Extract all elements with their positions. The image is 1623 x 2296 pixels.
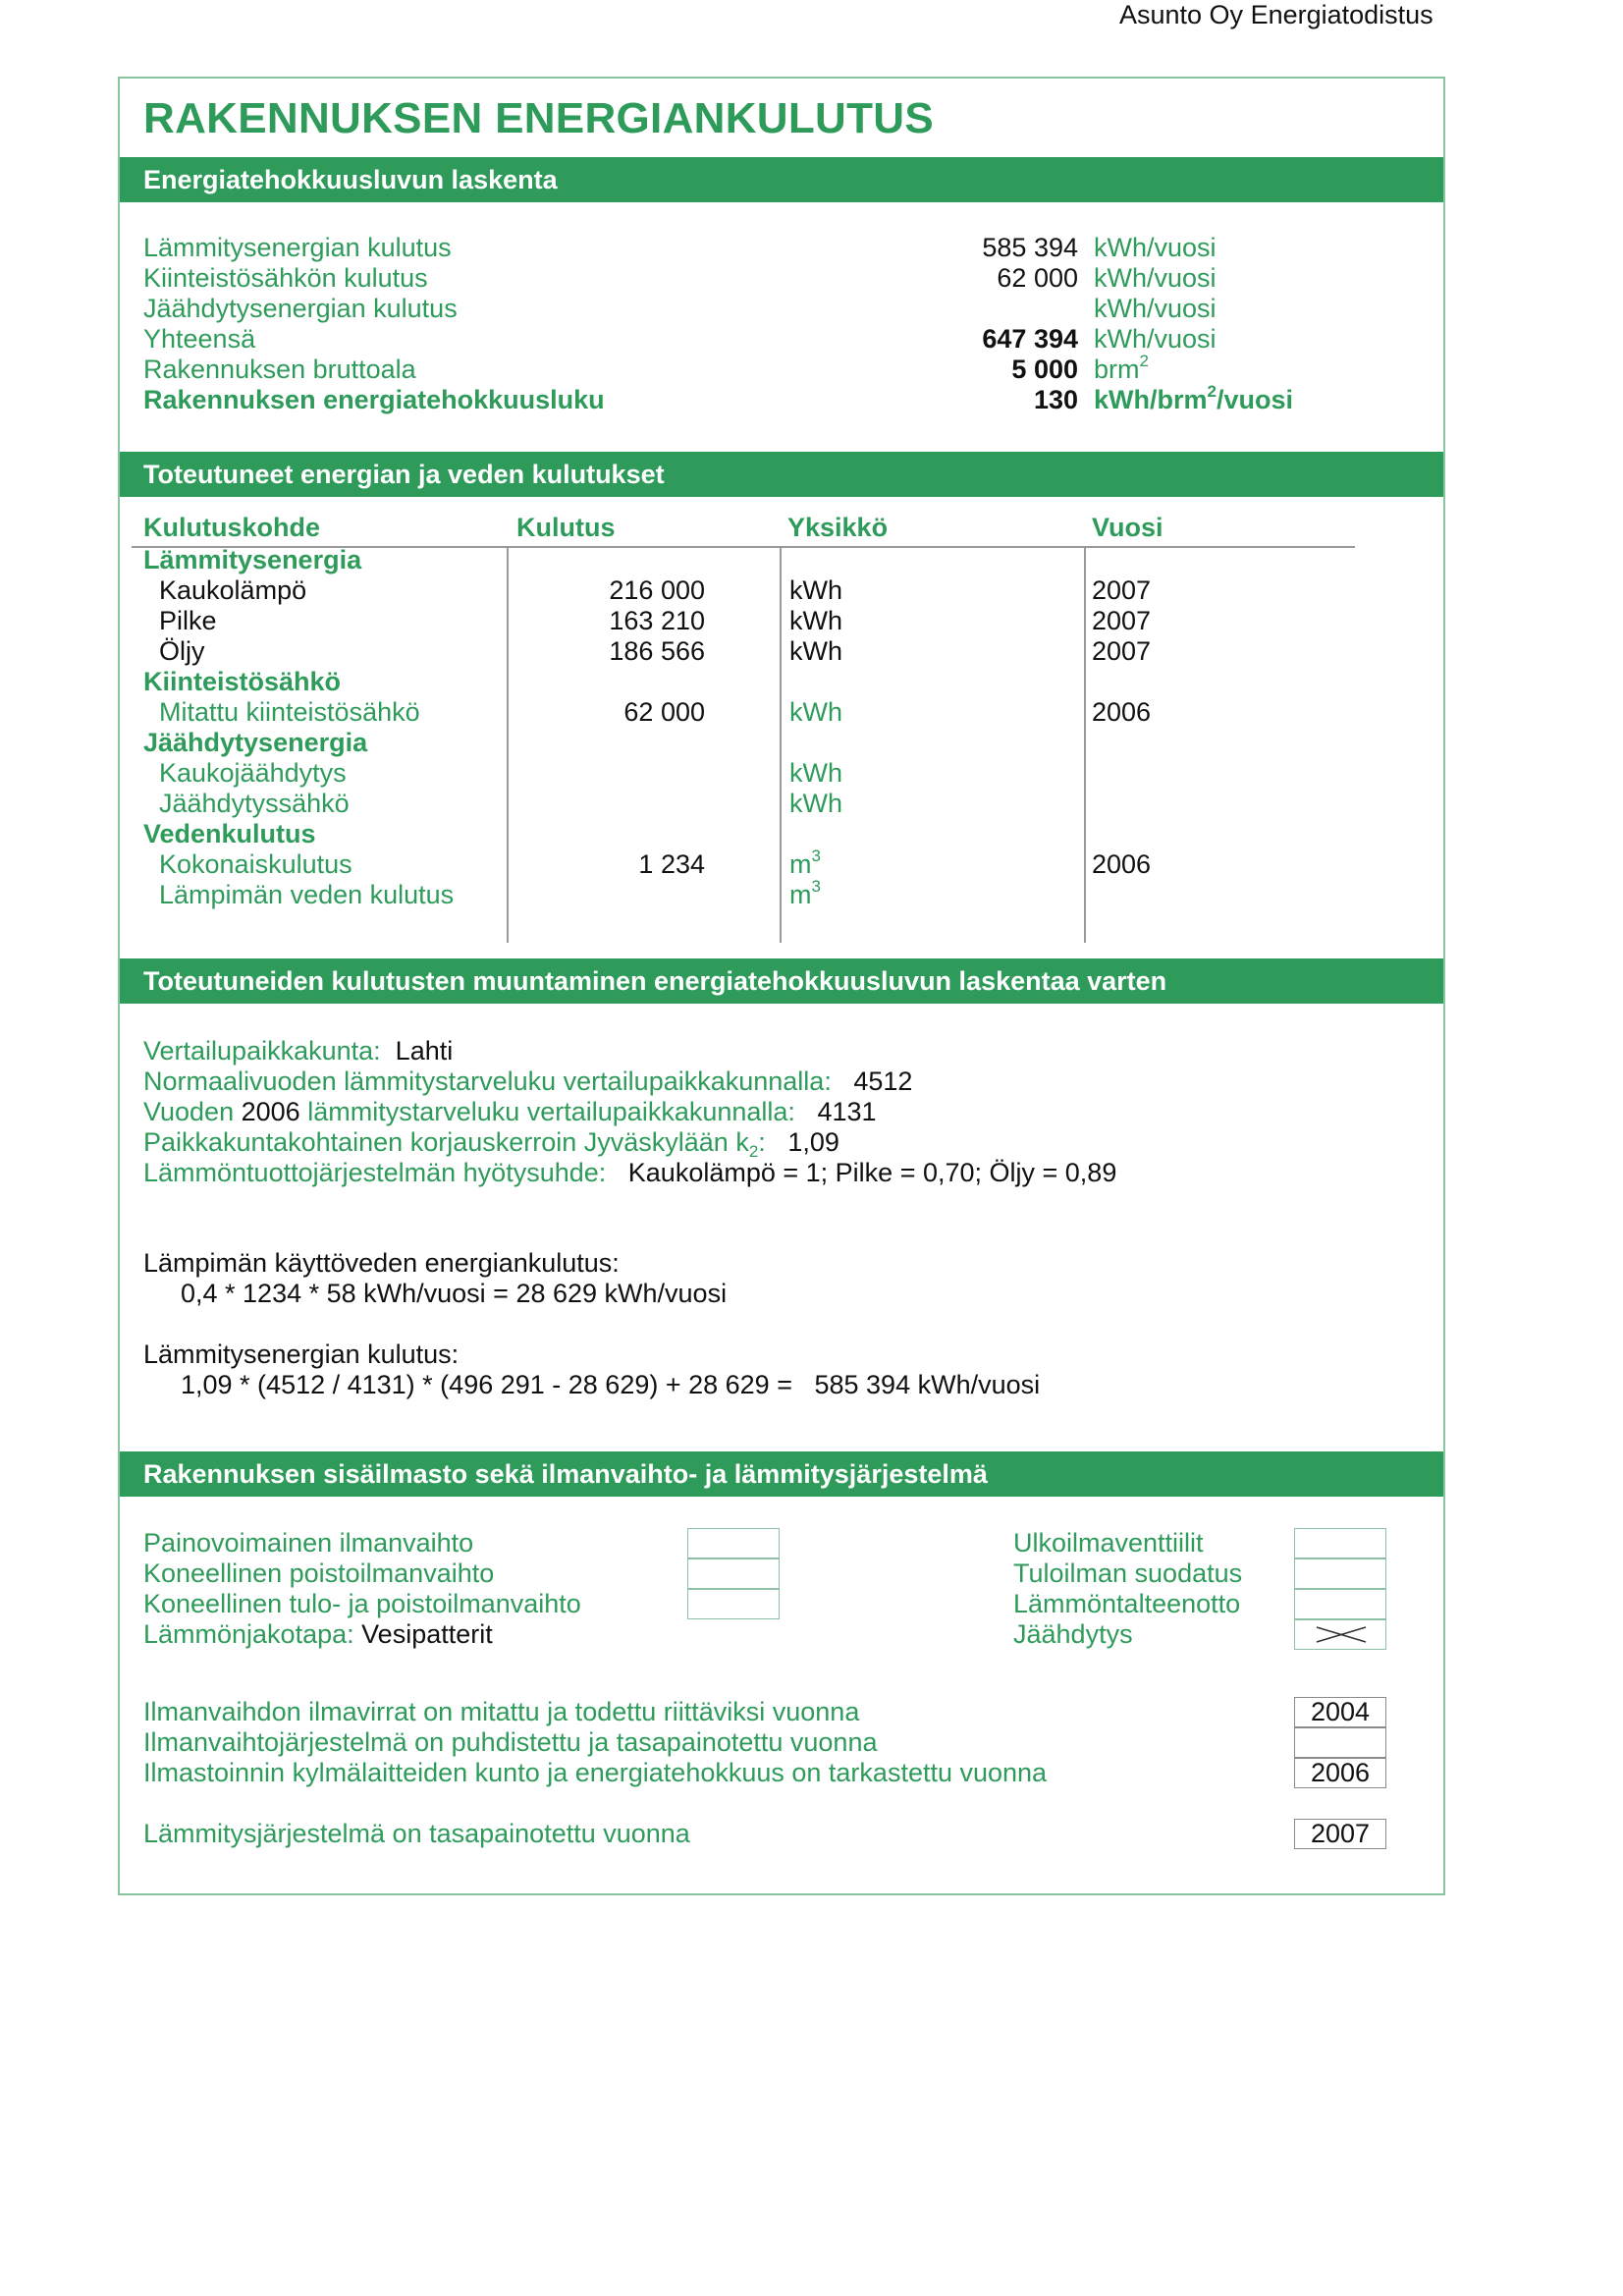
table-row-label: Mitattu kiinteistösähkö — [159, 697, 420, 727]
table-row-year: 2006 — [1092, 697, 1152, 727]
airflow-measured-label: Ilmanvaihdon ilmavirrat on mitattu ja todettu riittäviksi vuonna — [143, 1697, 860, 1726]
table-row-label: Kaukojäähdytys — [159, 758, 347, 788]
section-heading-energy-efficiency: Energiatehokkuusluvun laskenta — [120, 157, 1443, 202]
property-electricity-value: 62 000 — [997, 263, 1078, 293]
cooling-inspected-year[interactable]: 2006 — [1294, 1758, 1386, 1788]
cooling-energy-label: Jäähdytysenergian kulutus — [143, 294, 458, 323]
table-row-year: 2007 — [1092, 606, 1152, 635]
table-column-divider — [780, 546, 782, 943]
table-row-value: 62 000 — [623, 697, 705, 727]
normal-year-degree-days: Normaalivuoden lämmitystarveluku vertailupaikkakunnalla: 4512 — [143, 1066, 913, 1096]
table-row-year: 2006 — [1092, 849, 1152, 879]
table-row-unit: kWh — [789, 575, 842, 605]
system-efficiency: Lämmöntuottojärjestelmän hyötysuhde: Kaukolämpö = 1; Pilke = 0,70; Öljy = 0,89 — [143, 1158, 1117, 1187]
table-row-unit: kWh — [789, 636, 842, 666]
reference-city: Vertailupaikkakunta: Lahti — [143, 1036, 454, 1066]
year-degree-days: Vuoden 2006 lämmitystarveluku vertailupaikkakunnalla: 4131 — [143, 1097, 877, 1126]
natural-ventilation-checkbox[interactable] — [687, 1528, 780, 1558]
group-heating-energy: Lämmitysenergia — [143, 545, 362, 574]
table-row-label: Jäähdytyssähkö — [159, 789, 350, 818]
heat-distribution: Lämmönjakotapa: Vesipatterit — [143, 1619, 493, 1649]
column-header-target: Kulutuskohde — [143, 513, 320, 542]
group-water-consumption: Vedenkulutus — [143, 819, 316, 848]
table-row-unit: $m^3$ — [789, 877, 821, 909]
correction-coefficient: Paikkakuntakohtainen korjauskerroin Jyväskylään $k_2$: 1,09 — [143, 1127, 839, 1161]
table-row-label: Lämpimän veden kulutus — [159, 880, 455, 909]
efficiency-number-unit: kWh/brm$^2$/vuosi — [1094, 382, 1294, 414]
table-row-year: 2007 — [1092, 575, 1152, 605]
table-row-value: 1 234 — [638, 849, 705, 879]
table-row-value: 163 210 — [609, 606, 705, 635]
airflow-measured-year[interactable]: 2004 — [1294, 1697, 1386, 1727]
section-heading-actual-consumption: Toteutuneet energian ja veden kulutukset — [120, 452, 1443, 497]
hot-water-energy-formula: 0,4 * 1234 * 58 kWh/vuosi = 28 629 kWh/vuosi — [181, 1279, 728, 1308]
table-row-label: Kaukolämpö — [159, 575, 307, 605]
cooling-inspected-label: Ilmastoinnin kylmälaitteiden kunto ja energiatehokkuus on tarkastettu vuonna — [143, 1758, 1048, 1787]
group-cooling-energy: Jäähdytysenergia — [143, 728, 368, 757]
heating-balanced-label: Lämmitysjärjestelmä on tasapainotettu vuonna — [143, 1819, 690, 1848]
column-header-consumption: Kulutus — [516, 513, 616, 542]
table-row-value: 186 566 — [609, 636, 705, 666]
section-heading-conversion: Toteutuneiden kulutusten muuntaminen energiatehokkuusluvun laskentaa varten — [120, 958, 1443, 1004]
document-header: Asunto Oy Energiatodistus — [1119, 0, 1434, 29]
gross-area-label: Rakennuksen bruttoala — [143, 355, 416, 384]
property-electricity-unit: kWh/vuosi — [1094, 263, 1217, 293]
outdoor-air-valves-label: Ulkoilmaventtiilit — [1013, 1528, 1204, 1558]
page-title: RAKENNUKSEN ENERGIANKULUTUS — [143, 94, 935, 142]
supply-air-filtering-checkbox[interactable] — [1294, 1558, 1386, 1589]
supply-air-filtering-label: Tuloilman suodatus — [1013, 1558, 1243, 1588]
gross-area-unit: brm$^2$ — [1094, 352, 1149, 384]
heating-energy-value: 585 394 — [982, 233, 1078, 262]
natural-ventilation-label: Painovoimainen ilmanvaihto — [143, 1528, 474, 1558]
outdoor-air-valves-checkbox[interactable] — [1294, 1528, 1386, 1558]
cooling-energy-unit: kWh/vuosi — [1094, 294, 1217, 323]
column-header-year: Vuosi — [1092, 513, 1163, 542]
mechanical-supply-exhaust-label: Koneellinen tulo- ja poistoilmanvaihto — [143, 1589, 581, 1618]
energy-consumption-panel — [118, 77, 1445, 1895]
section-heading-indoor-climate: Rakennuksen sisäilmasto sekä ilmanvaihto- ja lämmitysjärjestelmä — [120, 1451, 1443, 1497]
table-row-unit: kWh — [789, 697, 842, 727]
ventilation-cleaned-label: Ilmanvaihtojärjestelmä on puhdistettu ja tasapainotettu vuonna — [143, 1727, 878, 1757]
heating-energy-calc-label: Lämmitysenergian kulutus: — [143, 1339, 460, 1369]
efficiency-number-value: 130 — [1033, 385, 1078, 414]
heating-balanced-year[interactable]: 2007 — [1294, 1819, 1386, 1849]
cooling-label: Jäähdytys — [1013, 1619, 1133, 1649]
table-column-divider — [1084, 546, 1086, 943]
ventilation-cleaned-year[interactable] — [1294, 1727, 1386, 1758]
table-row-unit: kWh — [789, 789, 842, 818]
mechanical-supply-exhaust-checkbox[interactable] — [687, 1589, 780, 1619]
heating-energy-calc-formula: 1,09 * (4512 / 4131) * (496 291 - 28 629) + 28 629 = 585 394 kWh/vuosi — [181, 1370, 1041, 1399]
hot-water-energy-label: Lämpimän käyttöveden energiankulutus: — [143, 1248, 620, 1278]
table-row-unit: kWh — [789, 606, 842, 635]
table-row-label: Pilke — [159, 606, 217, 635]
mechanical-exhaust-checkbox[interactable] — [687, 1558, 780, 1589]
heat-recovery-label: Lämmöntalteenotto — [1013, 1589, 1241, 1618]
table-row-label: Öljy — [159, 636, 205, 666]
heat-recovery-checkbox[interactable] — [1294, 1589, 1386, 1619]
group-property-electricity: Kiinteistösähkö — [143, 667, 342, 696]
check-mark-icon — [1295, 1620, 1385, 1649]
gross-area-value: 5 000 — [1011, 355, 1078, 384]
efficiency-number-label: Rakennuksen energiatehokkuusluku — [143, 385, 605, 414]
table-column-divider — [507, 546, 509, 943]
cooling-checkbox[interactable] — [1294, 1619, 1386, 1650]
table-row-unit: kWh — [789, 758, 842, 788]
total-label: Yhteensä — [143, 324, 256, 354]
heating-energy-label: Lämmitysenergian kulutus — [143, 233, 452, 262]
table-row-year: 2007 — [1092, 636, 1152, 666]
property-electricity-label: Kiinteistösähkön kulutus — [143, 263, 428, 293]
heating-energy-unit: kWh/vuosi — [1094, 233, 1217, 262]
table-row-label: Kokonaiskulutus — [159, 849, 352, 879]
total-unit: kWh/vuosi — [1094, 324, 1217, 354]
table-row-unit: $m^3$ — [789, 847, 821, 879]
mechanical-exhaust-label: Koneellinen poistoilmanvaihto — [143, 1558, 495, 1588]
total-value: 647 394 — [982, 324, 1078, 354]
column-header-unit: Yksikkö — [787, 513, 889, 542]
table-row-value: 216 000 — [609, 575, 705, 605]
